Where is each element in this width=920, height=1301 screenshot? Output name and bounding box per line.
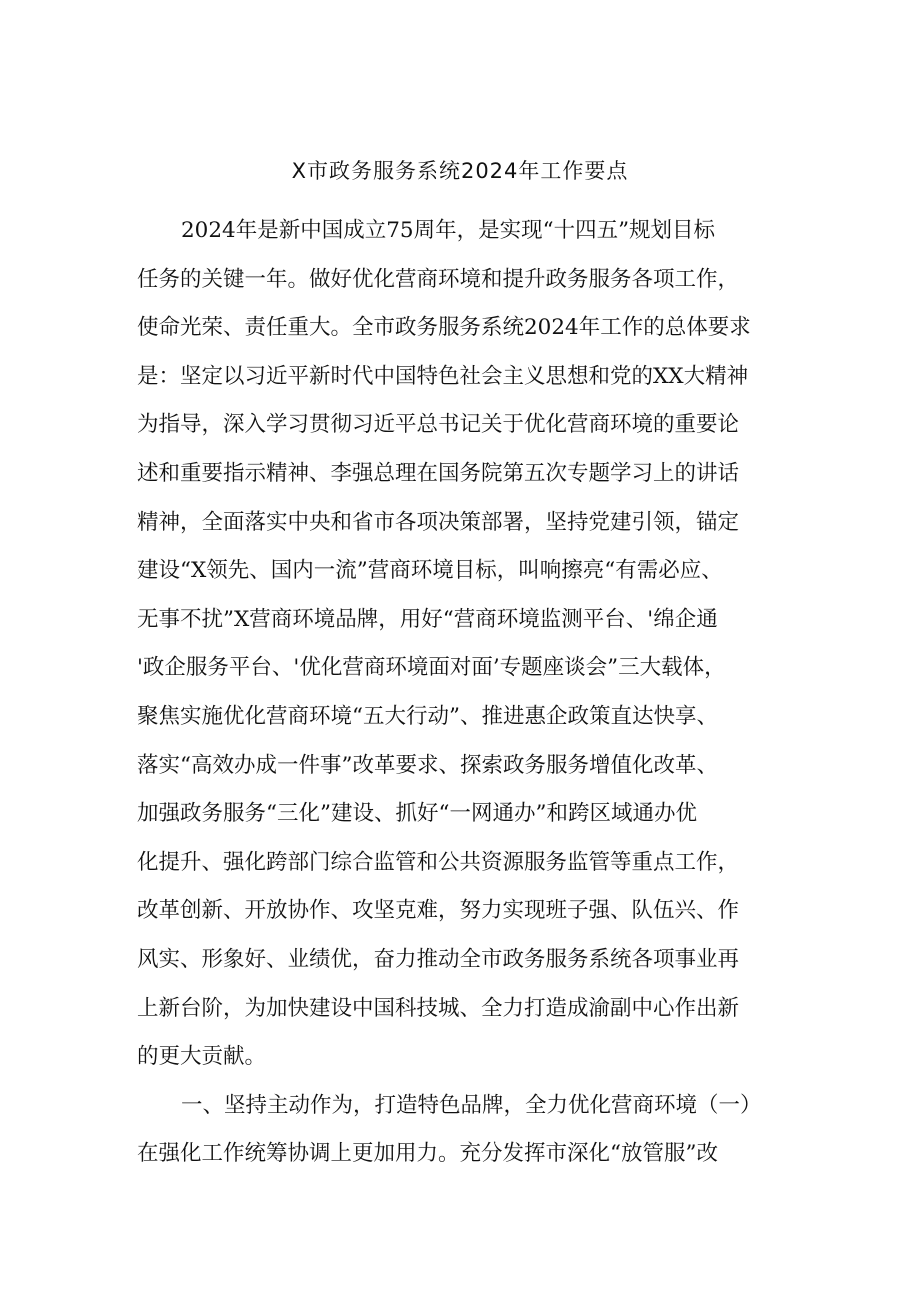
- paragraph-line: 的更大贡献。: [137, 1044, 267, 1070]
- paragraph-line: 在强化工作统筹协调上更加用力。充分发挥市深化“放管服”改: [137, 1141, 718, 1167]
- paragraph-line: 任务的关键一年。做好优化营商环境和提升政务服务各项工作，: [137, 266, 740, 292]
- paragraph-line: 加强政务服务“三化”建设、抓好“一网通办”和跨区域通办优: [137, 801, 697, 827]
- paragraph-line: 2024年是新中国成立75周年，是实现“十四五”规划目标: [181, 218, 716, 243]
- paragraph-line: 精神，全面落实中央和省市各项决策部署，坚持党建引领，锚定: [137, 509, 740, 535]
- document-title: X市政务服务系统2024年工作要点: [291, 159, 629, 183]
- paragraph-line: 无事不扰”X营商环境品牌，用好“营商环境监测平台、'绵企通: [137, 606, 718, 632]
- paragraph-line: 风实、形象好、业绩优，奋力推动全市政务服务系统各项事业再: [137, 946, 740, 972]
- document-body: [137, 213, 797, 1185]
- paragraph-line: 为指导，深入学习贯彻习近平总书记关于优化营商环境的重要论: [137, 412, 740, 438]
- paragraph-line: '政企服务平台、'优化营商环境面对面’专题座谈会”三大载体，: [137, 655, 726, 681]
- paragraph-line: 使命光荣、责任重大。全市政务服务系统2024年工作的总体要求: [137, 315, 751, 341]
- paragraph-line: 建设“X领先、国内一流”营商环境目标，叫响擦亮“有需必应、: [137, 558, 723, 584]
- section-heading-line: 一、坚持主动作为，打造特色品牌，全力优化营商环境（一）: [181, 1092, 762, 1118]
- paragraph-line: 述和重要指示精神、李强总理在国务院第五次专题学习上的讲话: [137, 460, 740, 486]
- paragraph-line: 上新台阶，为加快建设中国科技城、全力打造成渝副中心作出新: [137, 995, 740, 1021]
- paragraph-line: 化提升、强化跨部门综合监管和公共资源服务监管等重点工作，: [137, 849, 740, 875]
- paragraph-line: 是：坚定以习近平新时代中国特色社会主义思想和党的XX大精神: [137, 363, 749, 389]
- paragraph-line: 落实“高效办成一件事”改革要求、探索政务服务增值化改革、: [137, 752, 718, 778]
- paragraph-line: 聚焦实施优化营商环境“五大行动”、推进惠企政策直达快享、: [137, 703, 718, 729]
- paragraph-line: 改革创新、开放协作、攻坚克难，努力实现班子强、队伍兴、作: [137, 898, 740, 924]
